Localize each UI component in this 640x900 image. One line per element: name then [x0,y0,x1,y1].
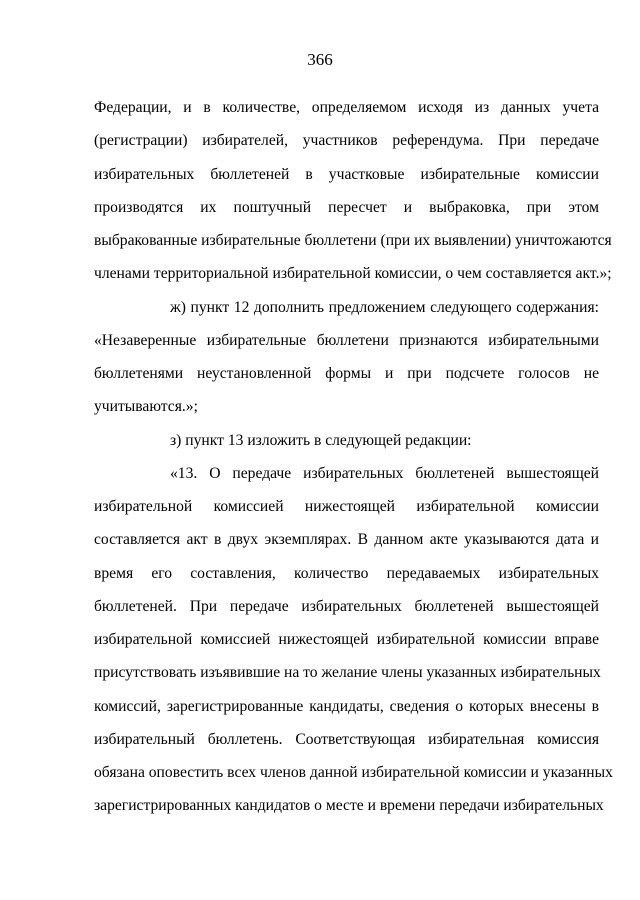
text-line: членами территориальной избирательной комиссии, о чем составляется акт.»; [94,265,612,283]
text-line: учитываются.»; [94,398,198,416]
text-line: зарегистрированных кандидатов о месте и времени передачи избирательных [94,797,604,815]
text-line: производятся их поштучный пересчет и выбраковка, при этом [94,198,599,216]
text-line: «Незаверенные избирательные бюллетени признаются избирательными [94,331,599,349]
text-line: составляется акт в двух экземплярах. В данном акте указываются дата и [94,531,599,549]
document-body [94,91,613,823]
page-number: 366 [307,50,333,69]
text-line: время его составления, количество передаваемых избирательных [94,564,599,582]
text-line: избирательной комиссией нижестоящей избирательной комиссии [94,498,599,515]
text-line: Федерации, и в количестве, определяемом исходя из данных учета [94,99,599,116]
text-line: избирательный бюллетень. Соответствующая избирательная комиссия [94,730,599,748]
text-line: бюллетенями неустановленной формы и при подсчете голосов не [94,365,599,382]
text-line: бюллетеней. При передаче избирательных бюллетеней вышестоящей [94,597,599,615]
text-line: ж) пункт 12 дополнить предложением следующего содержания: [170,298,599,316]
text-line: избирательной комиссией нижестоящей избирательной комиссии вправе [94,631,599,648]
text-line: з) пункт 13 изложить в следующей редакции: [170,431,472,449]
text-line: избирательных бюллетеней в участковые избирательные комиссии [94,165,599,183]
text-line: «13. О передаче избирательных бюллетеней вышестоящей [170,464,599,482]
text-line: присутствовать изъявившие на то желание члены указанных избирательных [94,664,601,682]
text-line: комиссий, зарегистрированные кандидаты, сведения о которых внесены в [94,697,599,715]
text-line: выбракованные избирательные бюллетени (при их выявлении) уничтожаются [94,232,612,249]
text-line: обязана оповестить всех членов данной избирательной комиссии и указанных [94,764,613,781]
text-line: (регистрации) избирателей, участников референдума. При передаче [94,132,599,150]
